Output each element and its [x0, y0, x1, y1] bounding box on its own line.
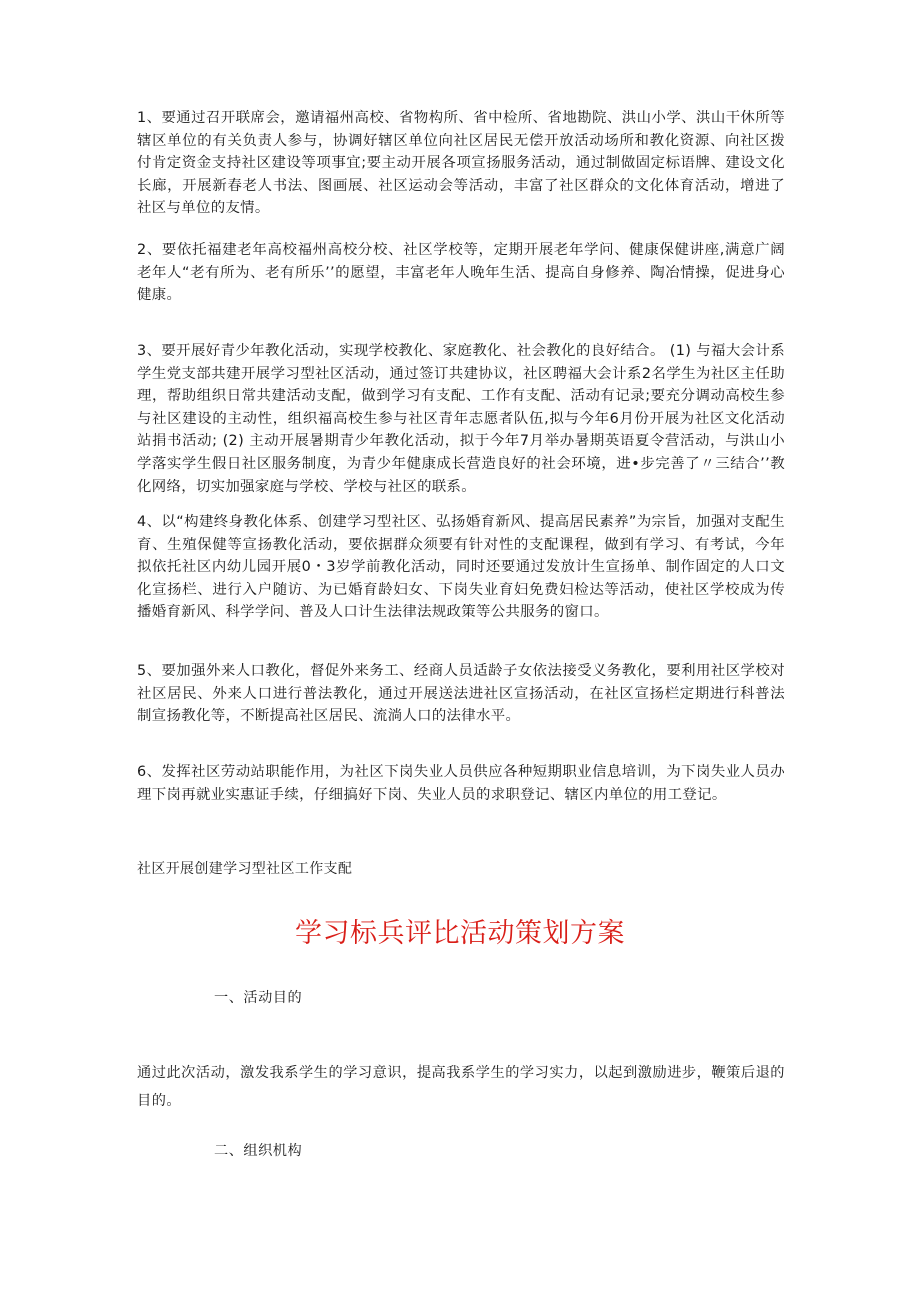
paragraph-2: 2、要依托福建老年高校福州高校分校、社区学校等，定期开展老年学问、健康保健讲座,满意广阔老年人“老有所为、老有所乐’’的愿望，丰富老年人晚年生活、提高自身修养、陶冶情操，促进身心健康。 [137, 242, 785, 304]
paragraph-6: 6、发挥社区劳动站职能作用，为社区下岗失业人员供应各种短期职业信息培训，为下岗失业人员办理下岗再就业实惠证手续，仔细搞好下岗、失业人员的求职登记、辖区内单位的用工登记。 [137, 764, 785, 803]
paragraph-3: 3、要开展好青少年教化活动，实现学校教化、家庭教化、社会教化的良好结合。 (1) 与福大会计系学生党支部共建开展学习型社区活动，通过签订共建协议，社区聘福大会计系2名学生为社区主任助理，帮助组织日常共建活动支配，做到学习有支配、工作有支配、活动有记录;要充分调动高校生参与社区建设的主动性，组织福高校生参与社区青年志愿者队伍,拟与今年6月份开展为社区文化活动站捐书活动; (2) 主动开展暑期青少年教化活动，拟于今年7月举办暑期英语夏令营活动，与洪山小学落实学生假日社区服务制度，为青少年健康成长营造良好的社会环境，进•步完善了〃三结合’’教化网络，切实加强家庭与学校、学校与社区的联系。 [137, 343, 785, 495]
paragraph-4: 4、以“构建终身教化体系、创建学习型社区、弘扬婚育新风、提高居民素养”为宗旨，加强对支配生育、生殖保健等宣扬教化活动，要依据群众须要有针对性的支配课程，做到有学习、有考试，今年拟依托社区内幼儿园开展0・3岁学前教化活动，同时还要通过发放计生宣扬单、制作固定的人口文化宣扬栏、进行入户随访、为已婚育龄妇女、下岗失业育妇免费妇检达等活动，使社区学校成为传播婚育新风、科学学问、普及人口计生法律法规政策等公共服务的窗口。 [137, 514, 785, 621]
section-heading-organization: 二、组织机构 [214, 1143, 303, 1159]
section-body-purpose: 通过此次活动，激发我系学生的学习意识，提高我系学生的学习实力，以起到激励进步，鞭策后退的目的。 [137, 1065, 785, 1109]
paragraph-5: 5、要加强外来人口教化，督促外来务工、经商人员适龄子女依法接受义务教化，要利用社区学校对社区居民、外来人口进行普法教化，通过开展送法进社区宣扬活动，在社区宣扬栏定期进行科普法制宣扬教化等，不断提高社区居民、流淌人口的法律水平。 [137, 663, 785, 725]
paragraph-1: 1、要通过召开联席会，邀请福州高校、省物构所、省中检所、省地勘院、洪山小学、洪山干休所等辖区单位的有关负责人参与，协调好辖区单位向社区居民无偿开放活动场所和教化资源、向社区拨付肯定资金支持社区建设等项事宜;要主动开展各项宣扬服务活动，通过制做固定标语牌、建设文化长廊，开展新春老人书法、图画展、社区运动会等活动，丰富了社区群众的文化体育活动，增进了社区与单位的友情。 [137, 110, 785, 217]
closing-line: 社区开展创建学习型社区工作支配 [137, 861, 353, 877]
section-heading-purpose: 一、活动目的 [214, 990, 303, 1006]
plan-title: 学习标兵评比活动策划方案 [295, 918, 625, 949]
